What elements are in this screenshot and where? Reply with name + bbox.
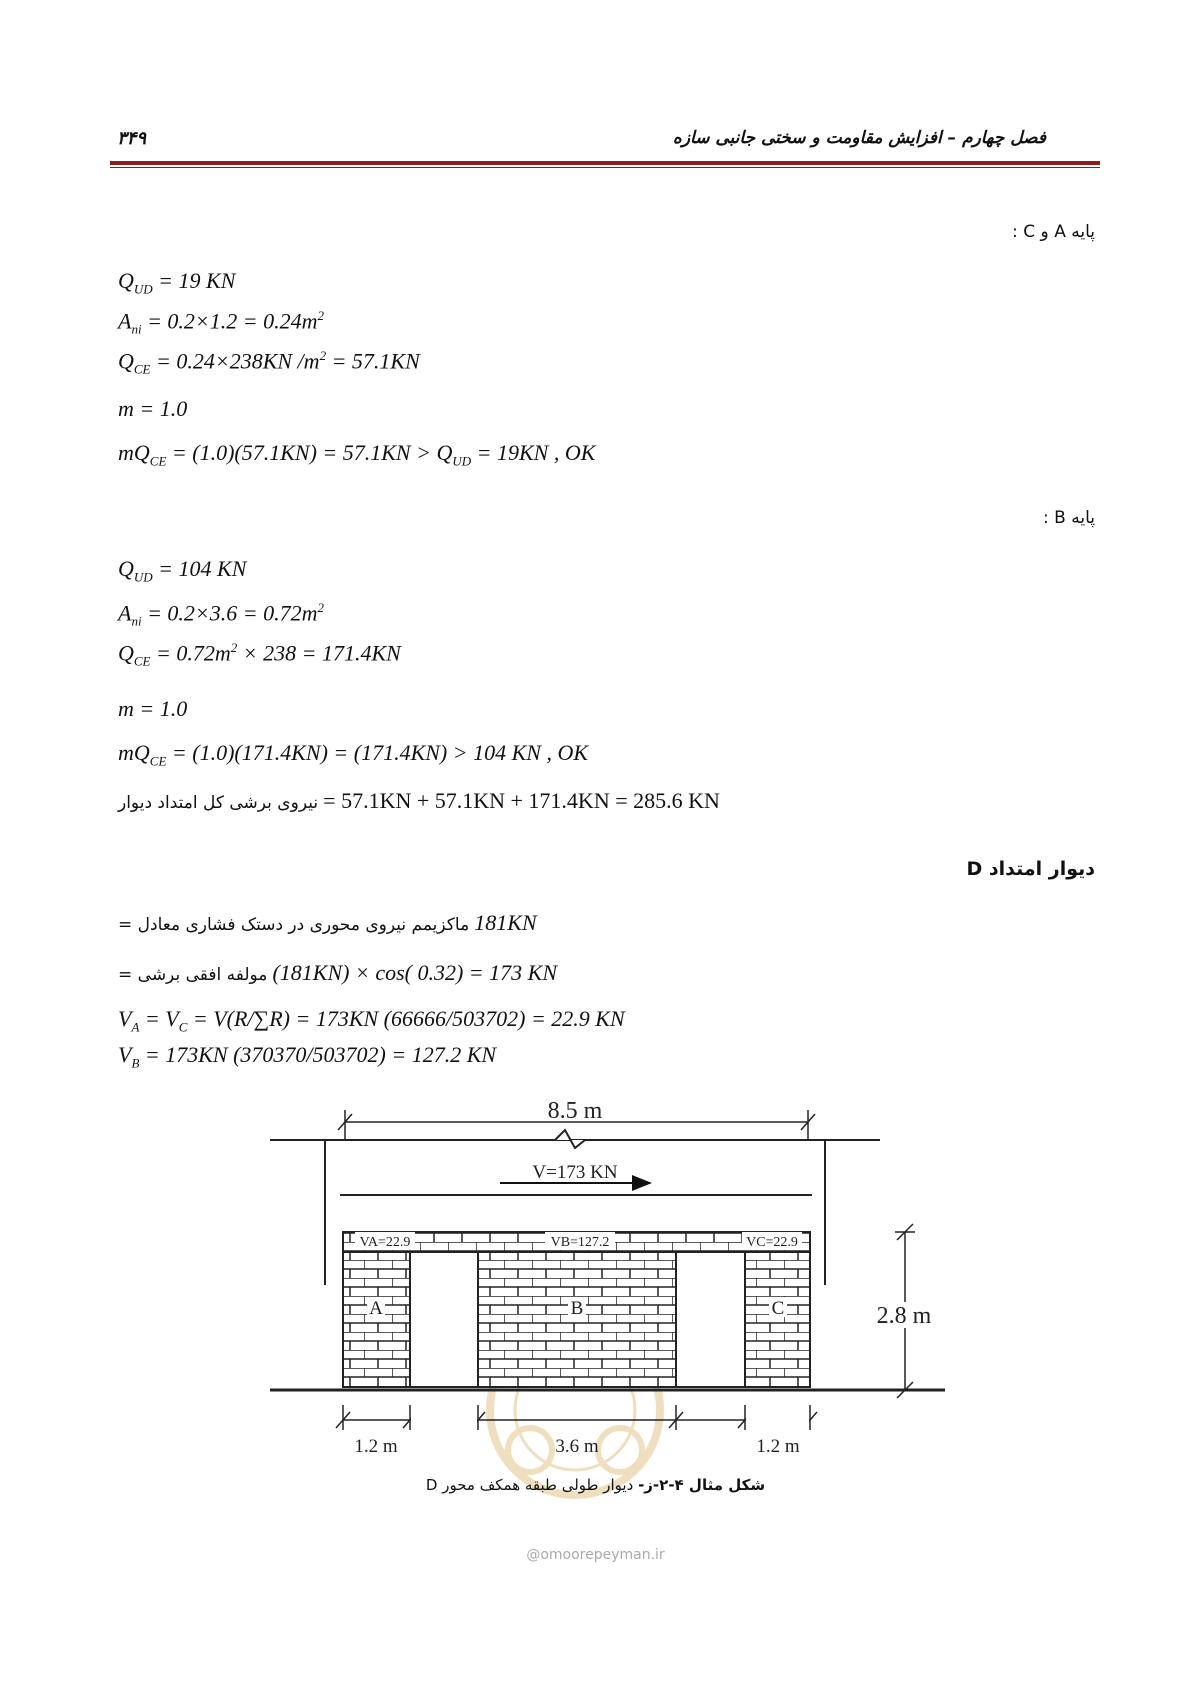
- equation: m = 1.0: [118, 696, 188, 721]
- caption-number: شکل مثال ۴-۲-ز-: [638, 1476, 766, 1494]
- dim-c-label: 1.2 m: [756, 1436, 800, 1457]
- pier-b: [478, 1252, 676, 1387]
- pier-a: [343, 1252, 410, 1387]
- axial-force-label: ماکزیمم نیروی محوری در دستک فشاری معادل =: [118, 915, 470, 935]
- figure-caption: [0, 1476, 1191, 1494]
- equation: $A_{ni} = 0.2\times 1.2 = 0.24m^2$: [118, 308, 325, 337]
- equation: m = 1.0: [118, 396, 188, 421]
- equation: $Q_{UD} = 104$ KN: [118, 556, 247, 585]
- total-shear-value: = 57.1KN + 57.1KN + 171.4KN = 285.6 KN: [323, 788, 720, 813]
- caption-text: دیوار طولی طبقه همکف محور D: [425, 1476, 639, 1494]
- vb-label: VB=127.2: [550, 1235, 610, 1250]
- section-b-heading: پایه B :: [1043, 508, 1095, 528]
- dim-a-label: 1.2 m: [354, 1436, 398, 1457]
- axial-force-value: 181KN: [474, 910, 537, 935]
- force-label: V=173 KN: [532, 1162, 618, 1183]
- horizontal-shear-label: مولفه افقی برشی =: [118, 965, 268, 985]
- pier-b-label: B: [570, 1298, 584, 1319]
- total-shear-label: نیروی برشی کل امتداد دیوار: [118, 793, 319, 813]
- footer-watermark-text: @omoorepeyman.ir: [526, 1547, 665, 1563]
- section-d-heading: دیوار امتداد D: [966, 858, 1095, 880]
- equation: $mQ_{CE} = (1.0)(171.4KN) = (171.4KN) > 104$ KN , OK: [118, 740, 589, 769]
- dim-b-label: 3.6 m: [555, 1436, 599, 1457]
- pier-c-label: C: [771, 1298, 785, 1319]
- equation: $mQ_{CE} = (1.0)(57.1KN) = 57.1KN > Q_{UD} = 19KN$ , OK: [118, 440, 596, 469]
- vc-label: VC=22.9: [746, 1235, 798, 1250]
- equation: $Q_{UD} = 19$ KN: [118, 268, 236, 297]
- equation: $Q_{CE} = 0.24\times 238KN$ $/m^2 = 57.1KN$: [118, 348, 420, 377]
- equation-vb: $V_B = 173KN$ (370370/503702) = 127.2 KN: [118, 1042, 497, 1071]
- pier-c: [745, 1252, 810, 1387]
- va-label: VA=22.9: [359, 1235, 411, 1250]
- section-ac-heading: پایه A و C :: [1012, 222, 1095, 242]
- header-title: فصل چهارم – افزایش مقاومت و سختی جانبی سازه: [672, 128, 1046, 148]
- opening-right: [676, 1252, 745, 1387]
- page-number: ۳۴۹: [117, 128, 147, 149]
- equation: $A_{ni} = 0.2\times 3.6 = 0.72m^2$: [118, 600, 325, 629]
- dim-height-label: 2.8 m: [876, 1303, 932, 1329]
- horizontal-shear-value: (181KN) × cos( 0.32) = 173 KN: [272, 960, 558, 985]
- equation: $Q_{CE} = 0.72m^2 \times 238 = 171.4KN$: [118, 640, 401, 669]
- opening-left: [410, 1252, 478, 1387]
- pier-a-label: A: [369, 1298, 383, 1319]
- equation-va: $V_A = V_C = V(R/\sum R) = 173KN$ (66666/503702) = 22.9 KN: [118, 1006, 625, 1035]
- dim-top-label: 8.5 m: [547, 1098, 603, 1124]
